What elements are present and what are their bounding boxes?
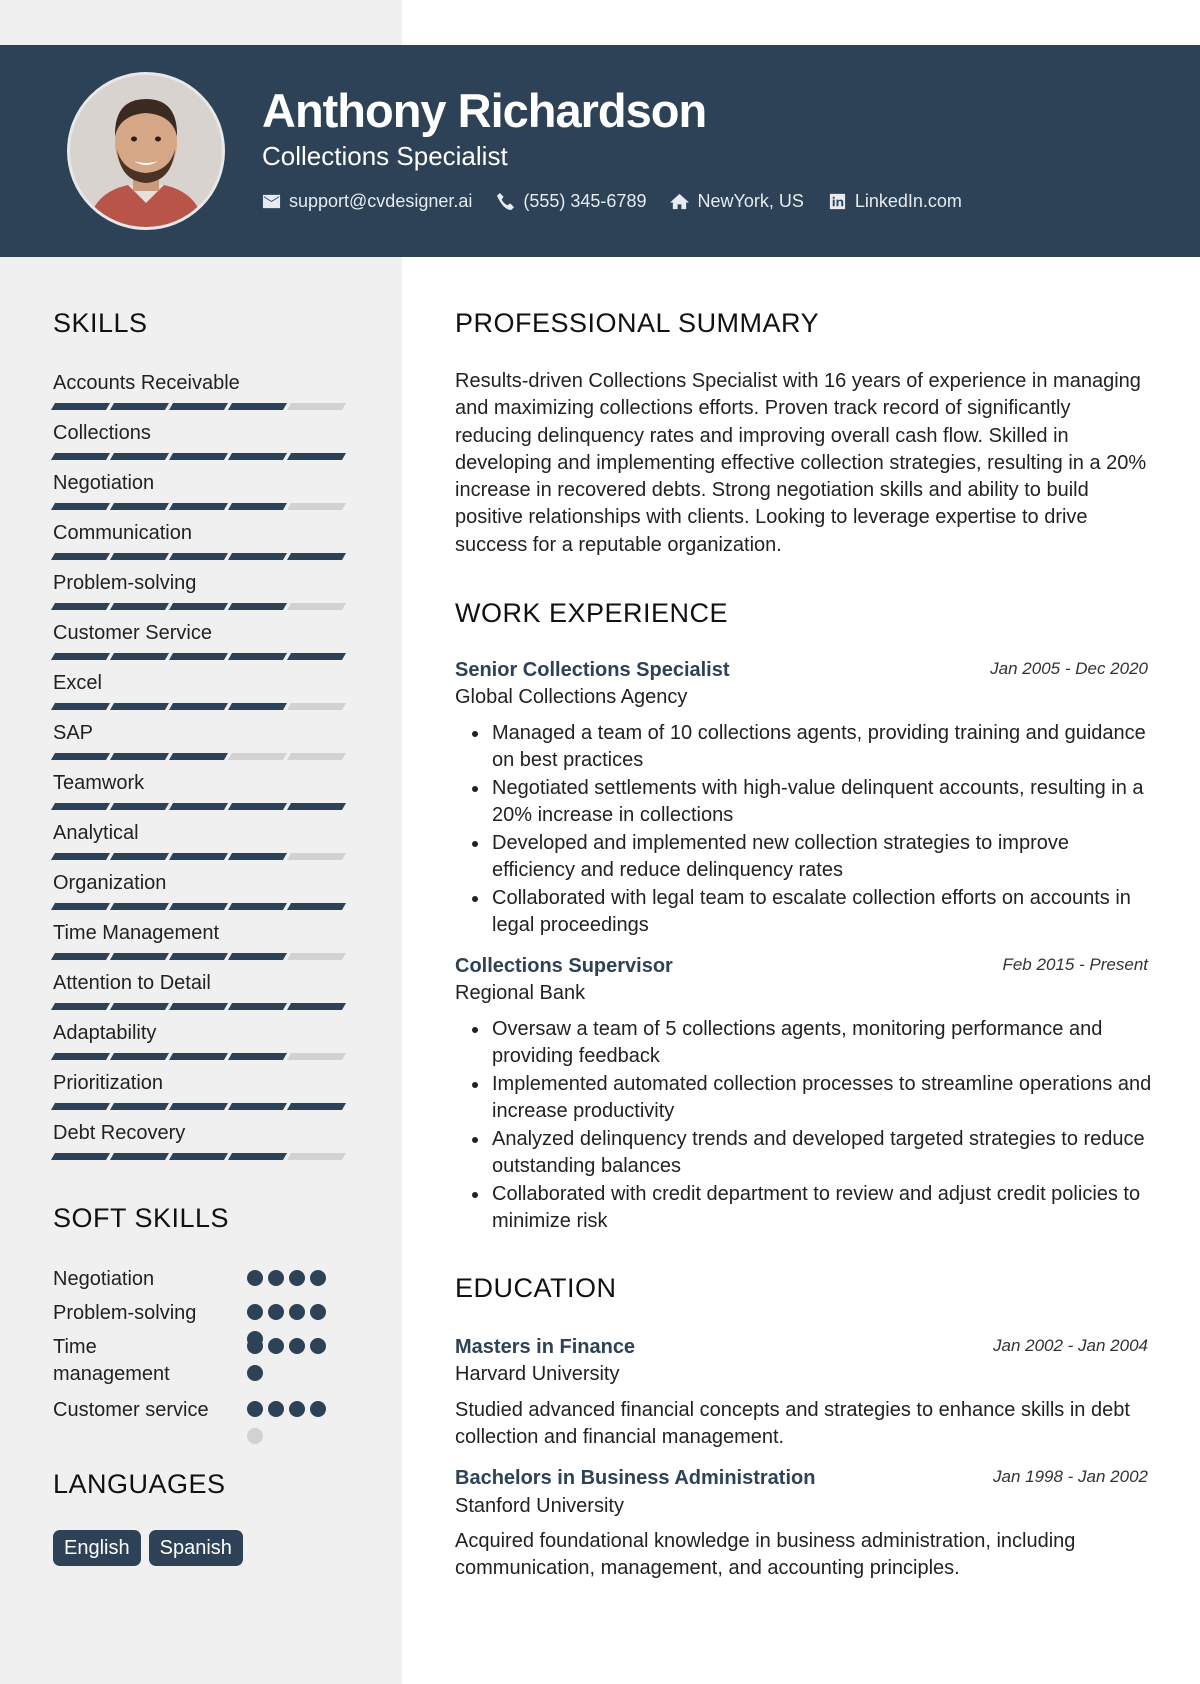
skill-level-segment	[228, 753, 287, 760]
envelope-icon	[262, 192, 281, 211]
skill-level-bar	[53, 953, 353, 960]
school-1: Stanford University	[455, 1495, 624, 1517]
skill-level-segment	[287, 653, 346, 660]
skill-level-segment	[287, 803, 346, 810]
skill-level-bar	[53, 453, 353, 460]
skill-level-segment	[51, 653, 110, 660]
skill-level-segment	[287, 753, 346, 760]
skill-item	[53, 1021, 353, 1060]
skill-level-bar	[53, 803, 353, 810]
skills-heading: SKILLS	[53, 308, 148, 338]
job-dates-1: Feb 2015 - Present	[1002, 955, 1148, 974]
contact-linkedin-text: LinkedIn.com	[854, 191, 962, 211]
soft-skill-label: Customer service	[53, 1399, 209, 1421]
job-bullet: Developed and implemented new collection strategies to improve efficiency and reduce delinquency rates	[492, 830, 1152, 884]
skill-level-bar	[53, 753, 353, 760]
skill-item	[53, 621, 353, 660]
skill-label: SAP	[53, 722, 94, 744]
education-description-0: Studied advanced financial concepts and strategies to enhance skills in debt collection and financial management.	[455, 1399, 1130, 1448]
rating-dot	[268, 1270, 284, 1286]
contact-location[interactable]	[670, 191, 803, 212]
skill-level-segment	[287, 603, 346, 610]
summary-text: Results-driven Collections Specialist with 16 years of experience in managing and maximizing collections efforts. Proven track record of significantly reducing delinquency rates and improving overall cash flow. Skilled in developing and implementing effective collection strategies, resulting in a 20% increase in recovered debts. Strong negotiation skills and ability to build positive relationships with clients. Looking to leverage expertise to drive success for a reputable organization.	[455, 370, 1147, 556]
skill-level-segment	[287, 903, 346, 910]
skill-level-segment	[110, 803, 169, 810]
language-list	[53, 1530, 251, 1566]
skill-level-bar	[53, 1103, 353, 1110]
resume-header	[0, 45, 1200, 257]
skill-level-segment	[110, 853, 169, 860]
soft-skill-rating	[247, 1270, 337, 1286]
skill-level-segment	[51, 1103, 110, 1110]
job-title-1: Collections Supervisor	[455, 955, 673, 977]
contact-phone[interactable]	[496, 191, 646, 212]
skill-level-segment	[169, 653, 228, 660]
skill-level-segment	[228, 1153, 287, 1160]
skill-item	[53, 821, 353, 860]
skill-label: Teamwork	[53, 772, 145, 794]
skill-level-segment	[51, 503, 110, 510]
skill-level-segment	[51, 703, 110, 710]
rating-dot	[289, 1401, 305, 1417]
skill-level-bar	[53, 653, 353, 660]
skill-level-segment	[228, 453, 287, 460]
degree-1: Bachelors in Business Administration	[455, 1467, 816, 1489]
soft-skill-label: Problem-solving	[53, 1302, 197, 1324]
skill-level-segment	[51, 903, 110, 910]
skill-item	[53, 971, 353, 1010]
skill-item	[53, 371, 353, 410]
skill-item	[53, 1071, 353, 1110]
soft-skills-heading: SOFT SKILLS	[53, 1203, 230, 1233]
profile-photo-icon	[70, 75, 222, 227]
skill-level-bar	[53, 853, 353, 860]
contact-list	[262, 191, 986, 212]
skill-level-segment	[51, 803, 110, 810]
skill-level-segment	[51, 753, 110, 760]
skill-level-segment	[169, 1103, 228, 1110]
soft-skill-rating	[247, 1338, 337, 1381]
skill-level-segment	[228, 653, 287, 660]
skill-level-segment	[51, 1053, 110, 1060]
contact-linkedin[interactable]	[828, 191, 962, 212]
skill-label: Debt Recovery	[53, 1122, 186, 1144]
skill-label: Negotiation	[53, 472, 155, 494]
rating-dot	[247, 1365, 263, 1381]
contact-email[interactable]	[262, 191, 472, 212]
skill-level-segment	[287, 403, 346, 410]
rating-dot	[247, 1401, 263, 1417]
skill-level-segment	[110, 1053, 169, 1060]
phone-icon	[496, 192, 515, 211]
skill-level-segment	[110, 403, 169, 410]
skill-level-segment	[110, 703, 169, 710]
skill-level-segment	[169, 1053, 228, 1060]
skill-level-segment	[110, 603, 169, 610]
rating-dot	[247, 1304, 263, 1320]
skill-item	[53, 671, 353, 710]
skill-level-segment	[110, 553, 169, 560]
soft-skill-label: Negotiation	[53, 1268, 155, 1290]
rating-dot	[310, 1401, 326, 1417]
skill-level-segment	[228, 603, 287, 610]
skill-item	[53, 771, 353, 810]
skill-level-segment	[169, 703, 228, 710]
rating-dot	[268, 1338, 284, 1354]
job-title-0: Senior Collections Specialist	[455, 659, 730, 681]
skill-label: Accounts Receivable	[53, 372, 240, 394]
job-bullet: Managed a team of 10 collections agents, providing training and guidance on best practices	[492, 720, 1152, 774]
rating-dot	[310, 1270, 326, 1286]
skill-level-segment	[228, 853, 287, 860]
skill-level-segment	[169, 1003, 228, 1010]
skill-level-segment	[169, 853, 228, 860]
skill-label: Attention to Detail	[53, 972, 211, 994]
skill-level-segment	[110, 903, 169, 910]
contact-email-text: support@cvdesigner.ai	[289, 191, 473, 211]
skill-level-segment	[110, 1103, 169, 1110]
job-bullet: Collaborated with credit department to review and adjust credit policies to minimize risk	[492, 1181, 1152, 1235]
skill-level-segment	[228, 1003, 287, 1010]
skill-level-bar	[53, 1153, 353, 1160]
skill-level-segment	[110, 1153, 169, 1160]
rating-dot	[289, 1338, 305, 1354]
degree-dates-0: Jan 2002 - Jan 2004	[992, 1336, 1148, 1355]
skill-label: Analytical	[53, 822, 139, 844]
skill-level-segment	[287, 1103, 346, 1110]
skill-level-segment	[51, 403, 110, 410]
skill-level-segment	[228, 953, 287, 960]
rating-dot	[310, 1338, 326, 1354]
summary-heading: PROFESSIONAL SUMMARY	[455, 308, 820, 338]
skill-level-bar	[53, 403, 353, 410]
skill-level-bar	[53, 603, 353, 610]
candidate-name: Anthony Richardson	[262, 84, 707, 137]
skill-level-segment	[51, 553, 110, 560]
rating-dot	[247, 1428, 263, 1444]
school-0: Harvard University	[455, 1363, 620, 1385]
skill-level-segment	[228, 553, 287, 560]
contact-phone-text: (555) 345-6789	[523, 191, 647, 211]
skill-label: Adaptability	[53, 1022, 157, 1044]
home-icon	[670, 192, 689, 211]
skill-level-bar	[53, 553, 353, 560]
skill-level-segment	[51, 603, 110, 610]
job-bullets-1	[492, 1016, 1152, 1236]
experience-heading: WORK EXPERIENCE	[455, 598, 729, 628]
degree-0: Masters in Finance	[455, 1336, 636, 1358]
degree-dates-1: Jan 1998 - Jan 2002	[992, 1467, 1148, 1486]
skill-level-segment	[110, 753, 169, 760]
candidate-title: Collections Specialist	[262, 141, 508, 171]
job-company-1: Regional Bank	[455, 982, 586, 1004]
skill-level-segment	[287, 453, 346, 460]
skill-level-segment	[169, 603, 228, 610]
language-badge-spanish: Spanish	[149, 1530, 243, 1566]
skill-level-segment	[110, 953, 169, 960]
skill-level-segment	[287, 1003, 346, 1010]
language-badge-english: English	[53, 1530, 141, 1566]
skill-level-segment	[228, 1053, 287, 1060]
job-company-0: Global Collections Agency	[455, 686, 688, 708]
rating-dot	[247, 1338, 263, 1354]
skill-level-bar	[53, 903, 353, 910]
skill-label: Prioritization	[53, 1072, 164, 1094]
skill-level-segment	[51, 453, 110, 460]
skill-label: Collections	[53, 422, 151, 444]
skill-level-segment	[51, 1153, 110, 1160]
job-bullet: Implemented automated collection processes to streamline operations and increase productivity	[492, 1071, 1152, 1125]
languages-heading: LANGUAGES	[53, 1469, 226, 1499]
skill-item	[53, 471, 353, 510]
rating-dot	[268, 1401, 284, 1417]
skill-level-segment	[228, 703, 287, 710]
skill-level-segment	[228, 1103, 287, 1110]
skill-level-segment	[287, 853, 346, 860]
skill-level-segment	[110, 503, 169, 510]
skill-level-segment	[287, 503, 346, 510]
skill-level-segment	[287, 1053, 346, 1060]
skill-level-segment	[169, 753, 228, 760]
job-dates-0: Jan 2005 - Dec 2020	[990, 659, 1148, 678]
skill-level-segment	[169, 803, 228, 810]
rating-dot	[289, 1304, 305, 1320]
job-bullet: Analyzed delinquency trends and developed targeted strategies to reduce outstanding balances	[492, 1126, 1152, 1180]
skill-level-bar	[53, 1053, 353, 1060]
skill-item	[53, 871, 353, 910]
skill-label: Organization	[53, 872, 167, 894]
rating-dot	[289, 1270, 305, 1286]
skill-level-segment	[110, 1003, 169, 1010]
skill-level-bar	[53, 1003, 353, 1010]
skill-level-segment	[228, 403, 287, 410]
skill-item	[53, 1121, 353, 1160]
job-bullet: Collaborated with legal team to escalate collection efforts on accounts in legal proceedings	[492, 885, 1152, 939]
job-bullets-0	[492, 720, 1152, 940]
skill-item	[53, 521, 353, 560]
skill-label: Customer Service	[53, 622, 212, 644]
skill-item	[53, 421, 353, 460]
contact-location-text: NewYork, US	[697, 191, 804, 211]
education-description-1: Acquired foundational knowledge in business administration, including communication, management, and accounting principles.	[455, 1530, 1076, 1579]
skill-level-segment	[287, 1153, 346, 1160]
skill-level-segment	[169, 553, 228, 560]
skill-level-segment	[169, 903, 228, 910]
rating-dot	[310, 1304, 326, 1320]
skill-level-segment	[169, 503, 228, 510]
soft-skill-label: Time management	[53, 1336, 170, 1385]
skill-level-segment	[169, 403, 228, 410]
skill-level-segment	[287, 953, 346, 960]
rating-dot	[247, 1270, 263, 1286]
education-heading: EDUCATION	[455, 1273, 617, 1303]
skill-level-segment	[287, 553, 346, 560]
skill-level-segment	[110, 653, 169, 660]
skill-level-bar	[53, 503, 353, 510]
skill-item	[53, 721, 353, 760]
skill-label: Problem-solving	[53, 572, 197, 594]
skill-level-segment	[228, 503, 287, 510]
skill-level-segment	[51, 953, 110, 960]
skill-level-segment	[228, 803, 287, 810]
skill-label: Communication	[53, 522, 192, 544]
skill-level-segment	[51, 1003, 110, 1010]
skill-level-segment	[51, 853, 110, 860]
skill-level-segment	[169, 953, 228, 960]
skill-item	[53, 571, 353, 610]
skill-level-bar	[53, 703, 353, 710]
skill-level-segment	[169, 453, 228, 460]
skill-item	[53, 921, 353, 960]
linkedin-icon	[828, 192, 847, 211]
skill-level-segment	[287, 703, 346, 710]
avatar	[67, 72, 225, 230]
soft-skill-rating	[247, 1401, 337, 1444]
skill-level-segment	[110, 453, 169, 460]
skill-level-segment	[228, 903, 287, 910]
skill-label: Time Management	[53, 922, 219, 944]
skill-level-segment	[169, 1153, 228, 1160]
job-bullet: Oversaw a team of 5 collections agents, monitoring performance and providing feedback	[492, 1016, 1152, 1070]
rating-dot	[268, 1304, 284, 1320]
job-bullet: Negotiated settlements with high-value delinquent accounts, resulting in a 20% increase in collections	[492, 775, 1152, 829]
skill-label: Excel	[53, 672, 102, 694]
